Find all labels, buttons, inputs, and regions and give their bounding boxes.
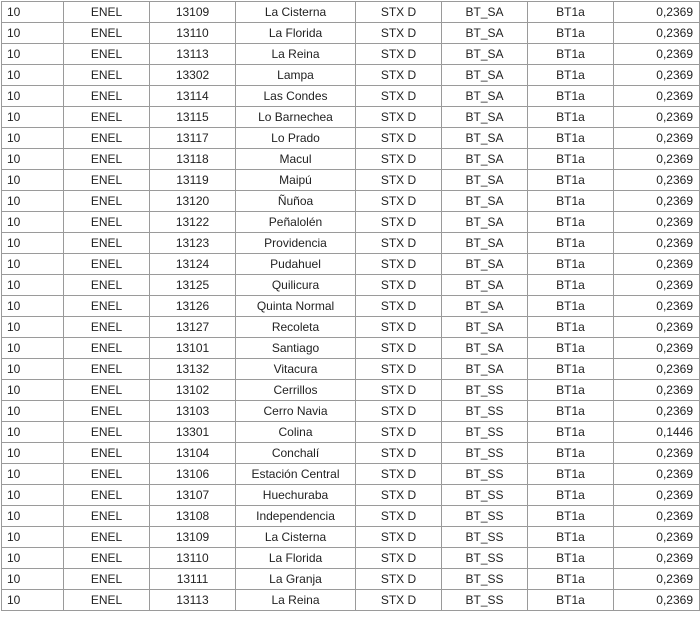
value-cell[interactable]: 0,2369 xyxy=(614,212,700,233)
zone-cell[interactable]: 10 xyxy=(2,548,64,569)
value-cell[interactable]: 0,2369 xyxy=(614,506,700,527)
tariff-table xyxy=(1,1,700,611)
commune-code-cell[interactable]: 13110 xyxy=(150,23,236,44)
sector-cell[interactable]: STX D xyxy=(356,44,442,65)
zone-cell[interactable]: 10 xyxy=(2,422,64,443)
table-row xyxy=(2,380,700,401)
option-cell[interactable]: BT_SA xyxy=(442,44,528,65)
zone-cell[interactable]: 10 xyxy=(2,569,64,590)
table-row xyxy=(2,317,700,338)
option-cell[interactable]: BT_SS xyxy=(442,569,528,590)
commune-code-cell[interactable]: 13113 xyxy=(150,44,236,65)
option-cell[interactable]: BT_SS xyxy=(442,464,528,485)
table-row xyxy=(2,485,700,506)
option-cell[interactable]: BT_SA xyxy=(442,296,528,317)
value-cell[interactable]: 0,2369 xyxy=(614,590,700,611)
sector-cell[interactable]: STX D xyxy=(356,86,442,107)
sector-cell[interactable]: STX D xyxy=(356,191,442,212)
commune-code-cell[interactable]: 13124 xyxy=(150,254,236,275)
table-row xyxy=(2,86,700,107)
tariff-cell[interactable]: BT1a xyxy=(528,2,614,23)
commune-name-cell[interactable]: Recoleta xyxy=(236,317,356,338)
option-cell[interactable]: BT_SA xyxy=(442,107,528,128)
option-cell[interactable]: BT_SA xyxy=(442,170,528,191)
option-cell[interactable]: BT_SS xyxy=(442,443,528,464)
zone-cell[interactable]: 10 xyxy=(2,2,64,23)
commune-code-cell[interactable]: 13109 xyxy=(150,2,236,23)
tariff-cell[interactable]: BT1a xyxy=(528,149,614,170)
commune-name-cell[interactable]: Cerrillos xyxy=(236,380,356,401)
commune-code-cell[interactable]: 13108 xyxy=(150,506,236,527)
table-row xyxy=(2,212,700,233)
tariff-cell[interactable]: BT1a xyxy=(528,170,614,191)
option-cell[interactable]: BT_SS xyxy=(442,506,528,527)
tariff-cell[interactable]: BT1a xyxy=(528,65,614,86)
commune-code-cell[interactable]: 13118 xyxy=(150,149,236,170)
value-cell[interactable]: 0,2369 xyxy=(614,191,700,212)
sector-cell[interactable]: STX D xyxy=(356,422,442,443)
option-cell[interactable]: BT_SA xyxy=(442,191,528,212)
value-cell[interactable]: 0,2369 xyxy=(614,254,700,275)
value-cell[interactable]: 0,2369 xyxy=(614,128,700,149)
table-row xyxy=(2,464,700,485)
commune-name-cell[interactable]: Peñalolén xyxy=(236,212,356,233)
tariff-cell[interactable]: BT1a xyxy=(528,23,614,44)
table-row xyxy=(2,233,700,254)
sector-cell[interactable]: STX D xyxy=(356,254,442,275)
value-cell[interactable]: 0,2369 xyxy=(614,317,700,338)
commune-code-cell[interactable]: 13104 xyxy=(150,443,236,464)
commune-code-cell[interactable]: 13126 xyxy=(150,296,236,317)
company-cell[interactable]: ENEL xyxy=(64,569,150,590)
commune-name-cell[interactable]: Estación Central xyxy=(236,464,356,485)
zone-cell[interactable]: 10 xyxy=(2,338,64,359)
zone-cell[interactable]: 10 xyxy=(2,191,64,212)
commune-code-cell[interactable]: 13119 xyxy=(150,170,236,191)
tariff-cell[interactable]: BT1a xyxy=(528,338,614,359)
company-cell[interactable]: ENEL xyxy=(64,590,150,611)
tariff-cell[interactable]: BT1a xyxy=(528,275,614,296)
sector-cell[interactable]: STX D xyxy=(356,128,442,149)
commune-name-cell[interactable]: La Reina xyxy=(236,590,356,611)
sector-cell[interactable]: STX D xyxy=(356,149,442,170)
commune-name-cell[interactable]: Ñuñoa xyxy=(236,191,356,212)
tariff-cell[interactable]: BT1a xyxy=(528,44,614,65)
commune-name-cell[interactable]: La Granja xyxy=(236,569,356,590)
commune-code-cell[interactable]: 13115 xyxy=(150,107,236,128)
company-cell[interactable]: ENEL xyxy=(64,506,150,527)
zone-cell[interactable]: 10 xyxy=(2,443,64,464)
company-cell[interactable]: ENEL xyxy=(64,107,150,128)
option-cell[interactable]: BT_SS xyxy=(442,422,528,443)
zone-cell[interactable]: 10 xyxy=(2,527,64,548)
value-cell[interactable]: 0,2369 xyxy=(614,359,700,380)
commune-code-cell[interactable]: 13103 xyxy=(150,401,236,422)
commune-name-cell[interactable]: Pudahuel xyxy=(236,254,356,275)
table-row xyxy=(2,275,700,296)
company-cell[interactable]: ENEL xyxy=(64,86,150,107)
value-cell[interactable]: 0,2369 xyxy=(614,443,700,464)
sector-cell[interactable]: STX D xyxy=(356,359,442,380)
option-cell[interactable]: BT_SA xyxy=(442,128,528,149)
commune-name-cell[interactable]: La Cisterna xyxy=(236,527,356,548)
value-cell[interactable]: 0,2369 xyxy=(614,2,700,23)
sector-cell[interactable]: STX D xyxy=(356,317,442,338)
table-row xyxy=(2,149,700,170)
zone-cell[interactable]: 10 xyxy=(2,86,64,107)
commune-code-cell[interactable]: 13114 xyxy=(150,86,236,107)
commune-name-cell[interactable]: Lo Barnechea xyxy=(236,107,356,128)
option-cell[interactable]: BT_SS xyxy=(442,401,528,422)
tariff-cell[interactable]: BT1a xyxy=(528,233,614,254)
option-cell[interactable]: BT_SS xyxy=(442,380,528,401)
sector-cell[interactable]: STX D xyxy=(356,65,442,86)
option-cell[interactable]: BT_SS xyxy=(442,527,528,548)
zone-cell[interactable]: 10 xyxy=(2,254,64,275)
table-row xyxy=(2,65,700,86)
company-cell[interactable]: ENEL xyxy=(64,338,150,359)
value-cell[interactable]: 0,2369 xyxy=(614,464,700,485)
tariff-cell[interactable]: BT1a xyxy=(528,359,614,380)
table-row xyxy=(2,506,700,527)
value-cell[interactable]: 0,2369 xyxy=(614,485,700,506)
commune-name-cell[interactable]: Independencia xyxy=(236,506,356,527)
sector-cell[interactable]: STX D xyxy=(356,485,442,506)
zone-cell[interactable]: 10 xyxy=(2,401,64,422)
option-cell[interactable]: BT_SA xyxy=(442,338,528,359)
tariff-cell[interactable]: BT1a xyxy=(528,128,614,149)
sector-cell[interactable]: STX D xyxy=(356,2,442,23)
company-cell[interactable]: ENEL xyxy=(64,65,150,86)
sector-cell[interactable]: STX D xyxy=(356,506,442,527)
zone-cell[interactable]: 10 xyxy=(2,296,64,317)
company-cell[interactable]: ENEL xyxy=(64,275,150,296)
company-cell[interactable]: ENEL xyxy=(64,464,150,485)
commune-name-cell[interactable]: Las Condes xyxy=(236,86,356,107)
commune-name-cell[interactable]: Colina xyxy=(236,422,356,443)
commune-name-cell[interactable]: Quinta Normal xyxy=(236,296,356,317)
table-row xyxy=(2,107,700,128)
zone-cell[interactable]: 10 xyxy=(2,485,64,506)
company-cell[interactable]: ENEL xyxy=(64,2,150,23)
value-cell[interactable]: 0,2369 xyxy=(614,275,700,296)
commune-name-cell[interactable]: Quilicura xyxy=(236,275,356,296)
commune-code-cell[interactable]: 13302 xyxy=(150,65,236,86)
value-cell[interactable]: 0,2369 xyxy=(614,380,700,401)
sector-cell[interactable]: STX D xyxy=(356,569,442,590)
company-cell[interactable]: ENEL xyxy=(64,317,150,338)
commune-name-cell[interactable]: Santiago xyxy=(236,338,356,359)
table-row xyxy=(2,170,700,191)
option-cell[interactable]: BT_SA xyxy=(442,2,528,23)
commune-name-cell[interactable]: Lo Prado xyxy=(236,128,356,149)
option-cell[interactable]: BT_SA xyxy=(442,317,528,338)
commune-code-cell[interactable]: 13122 xyxy=(150,212,236,233)
company-cell[interactable]: ENEL xyxy=(64,548,150,569)
sector-cell[interactable]: STX D xyxy=(356,212,442,233)
zone-cell[interactable]: 10 xyxy=(2,149,64,170)
table-row xyxy=(2,44,700,65)
commune-name-cell[interactable]: La Florida xyxy=(236,23,356,44)
sector-cell[interactable]: STX D xyxy=(356,107,442,128)
zone-cell[interactable]: 10 xyxy=(2,128,64,149)
value-cell[interactable]: 0,2369 xyxy=(614,149,700,170)
commune-code-cell[interactable]: 13301 xyxy=(150,422,236,443)
table-row xyxy=(2,401,700,422)
zone-cell[interactable]: 10 xyxy=(2,212,64,233)
value-cell[interactable]: 0,2369 xyxy=(614,86,700,107)
commune-name-cell[interactable]: Lampa xyxy=(236,65,356,86)
tariff-cell[interactable]: BT1a xyxy=(528,401,614,422)
company-cell[interactable]: ENEL xyxy=(64,296,150,317)
company-cell[interactable]: ENEL xyxy=(64,233,150,254)
tariff-cell[interactable]: BT1a xyxy=(528,317,614,338)
value-cell[interactable]: 0,2369 xyxy=(614,569,700,590)
tariff-cell[interactable]: BT1a xyxy=(528,254,614,275)
tariff-cell[interactable]: BT1a xyxy=(528,107,614,128)
commune-name-cell[interactable]: Maipú xyxy=(236,170,356,191)
tariff-cell[interactable]: BT1a xyxy=(528,443,614,464)
table-row xyxy=(2,569,700,590)
commune-name-cell[interactable]: La Florida xyxy=(236,548,356,569)
zone-cell[interactable]: 10 xyxy=(2,44,64,65)
option-cell[interactable]: BT_SA xyxy=(442,86,528,107)
zone-cell[interactable]: 10 xyxy=(2,107,64,128)
company-cell[interactable]: ENEL xyxy=(64,527,150,548)
company-cell[interactable]: ENEL xyxy=(64,128,150,149)
company-cell[interactable]: ENEL xyxy=(64,359,150,380)
tariff-cell[interactable]: BT1a xyxy=(528,191,614,212)
table-row xyxy=(2,422,700,443)
value-cell[interactable]: 0,2369 xyxy=(614,170,700,191)
commune-name-cell[interactable]: Macul xyxy=(236,149,356,170)
company-cell[interactable]: ENEL xyxy=(64,44,150,65)
option-cell[interactable]: BT_SA xyxy=(442,275,528,296)
commune-name-cell[interactable]: Huechuraba xyxy=(236,485,356,506)
commune-code-cell[interactable]: 13111 xyxy=(150,569,236,590)
option-cell[interactable]: BT_SS xyxy=(442,485,528,506)
zone-cell[interactable]: 10 xyxy=(2,170,64,191)
commune-code-cell[interactable]: 13117 xyxy=(150,128,236,149)
tariff-cell[interactable]: BT1a xyxy=(528,590,614,611)
value-cell[interactable]: 0,2369 xyxy=(614,296,700,317)
tariff-cell[interactable]: BT1a xyxy=(528,464,614,485)
commune-code-cell[interactable]: 13109 xyxy=(150,527,236,548)
commune-name-cell[interactable]: La Cisterna xyxy=(236,2,356,23)
zone-cell[interactable]: 10 xyxy=(2,65,64,86)
option-cell[interactable]: BT_SS xyxy=(442,548,528,569)
commune-code-cell[interactable]: 13125 xyxy=(150,275,236,296)
value-cell[interactable]: 0,2369 xyxy=(614,44,700,65)
option-cell[interactable]: BT_SS xyxy=(442,590,528,611)
option-cell[interactable]: BT_SA xyxy=(442,233,528,254)
tariff-cell[interactable]: BT1a xyxy=(528,506,614,527)
commune-name-cell[interactable]: La Reina xyxy=(236,44,356,65)
table-row xyxy=(2,128,700,149)
value-cell[interactable]: 0,1446 xyxy=(614,422,700,443)
commune-name-cell[interactable]: Vitacura xyxy=(236,359,356,380)
zone-cell[interactable]: 10 xyxy=(2,464,64,485)
value-cell[interactable]: 0,2369 xyxy=(614,65,700,86)
table-body xyxy=(2,2,700,611)
company-cell[interactable]: ENEL xyxy=(64,191,150,212)
table-row xyxy=(2,254,700,275)
tariff-cell[interactable]: BT1a xyxy=(528,296,614,317)
value-cell[interactable]: 0,2369 xyxy=(614,233,700,254)
commune-code-cell[interactable]: 13120 xyxy=(150,191,236,212)
sector-cell[interactable]: STX D xyxy=(356,338,442,359)
sector-cell[interactable]: STX D xyxy=(356,380,442,401)
value-cell[interactable]: 0,2369 xyxy=(614,107,700,128)
sector-cell[interactable]: STX D xyxy=(356,23,442,44)
company-cell[interactable]: ENEL xyxy=(64,149,150,170)
value-cell[interactable]: 0,2369 xyxy=(614,338,700,359)
sector-cell[interactable]: STX D xyxy=(356,590,442,611)
tariff-cell[interactable]: BT1a xyxy=(528,569,614,590)
commune-name-cell[interactable]: Cerro Navia xyxy=(236,401,356,422)
company-cell[interactable]: ENEL xyxy=(64,254,150,275)
table-row xyxy=(2,23,700,44)
commune-code-cell[interactable]: 13102 xyxy=(150,380,236,401)
company-cell[interactable]: ENEL xyxy=(64,170,150,191)
option-cell[interactable]: BT_SA xyxy=(442,359,528,380)
tariff-cell[interactable]: BT1a xyxy=(528,527,614,548)
commune-name-cell[interactable]: Conchalí xyxy=(236,443,356,464)
value-cell[interactable]: 0,2369 xyxy=(614,548,700,569)
commune-code-cell[interactable]: 13113 xyxy=(150,590,236,611)
value-cell[interactable]: 0,2369 xyxy=(614,527,700,548)
table-row xyxy=(2,443,700,464)
tariff-cell[interactable]: BT1a xyxy=(528,485,614,506)
commune-code-cell[interactable]: 13132 xyxy=(150,359,236,380)
sector-cell[interactable]: STX D xyxy=(356,275,442,296)
option-cell[interactable]: BT_SA xyxy=(442,65,528,86)
commune-name-cell[interactable]: Providencia xyxy=(236,233,356,254)
commune-code-cell[interactable]: 13110 xyxy=(150,548,236,569)
zone-cell[interactable]: 10 xyxy=(2,317,64,338)
company-cell[interactable]: ENEL xyxy=(64,443,150,464)
table-row xyxy=(2,2,700,23)
table-row xyxy=(2,359,700,380)
sector-cell[interactable]: STX D xyxy=(356,170,442,191)
table-row xyxy=(2,296,700,317)
sector-cell[interactable]: STX D xyxy=(356,233,442,254)
tariff-cell[interactable]: BT1a xyxy=(528,212,614,233)
table-row xyxy=(2,548,700,569)
company-cell[interactable]: ENEL xyxy=(64,485,150,506)
table-row xyxy=(2,191,700,212)
zone-cell[interactable]: 10 xyxy=(2,380,64,401)
zone-cell[interactable]: 10 xyxy=(2,590,64,611)
tariff-cell[interactable]: BT1a xyxy=(528,422,614,443)
zone-cell[interactable]: 10 xyxy=(2,23,64,44)
value-cell[interactable]: 0,2369 xyxy=(614,401,700,422)
tariff-cell[interactable]: BT1a xyxy=(528,380,614,401)
company-cell[interactable]: ENEL xyxy=(64,380,150,401)
company-cell[interactable]: ENEL xyxy=(64,23,150,44)
zone-cell[interactable]: 10 xyxy=(2,275,64,296)
sector-cell[interactable]: STX D xyxy=(356,401,442,422)
value-cell[interactable]: 0,2369 xyxy=(614,23,700,44)
option-cell[interactable]: BT_SA xyxy=(442,149,528,170)
tariff-cell[interactable]: BT1a xyxy=(528,86,614,107)
table-row xyxy=(2,527,700,548)
table-row xyxy=(2,338,700,359)
commune-code-cell[interactable]: 13101 xyxy=(150,338,236,359)
sector-cell[interactable]: STX D xyxy=(356,296,442,317)
zone-cell[interactable]: 10 xyxy=(2,506,64,527)
company-cell[interactable]: ENEL xyxy=(64,212,150,233)
zone-cell[interactable]: 10 xyxy=(2,359,64,380)
tariff-cell[interactable]: BT1a xyxy=(528,548,614,569)
zone-cell[interactable]: 10 xyxy=(2,233,64,254)
commune-code-cell[interactable]: 13127 xyxy=(150,317,236,338)
company-cell[interactable]: ENEL xyxy=(64,401,150,422)
commune-code-cell[interactable]: 13107 xyxy=(150,485,236,506)
option-cell[interactable]: BT_SA xyxy=(442,23,528,44)
commune-code-cell[interactable]: 13123 xyxy=(150,233,236,254)
commune-code-cell[interactable]: 13106 xyxy=(150,464,236,485)
sector-cell[interactable]: STX D xyxy=(356,464,442,485)
sector-cell[interactable]: STX D xyxy=(356,548,442,569)
company-cell[interactable]: ENEL xyxy=(64,422,150,443)
table-row xyxy=(2,590,700,611)
option-cell[interactable]: BT_SA xyxy=(442,254,528,275)
option-cell[interactable]: BT_SA xyxy=(442,212,528,233)
sector-cell[interactable]: STX D xyxy=(356,443,442,464)
sector-cell[interactable]: STX D xyxy=(356,527,442,548)
